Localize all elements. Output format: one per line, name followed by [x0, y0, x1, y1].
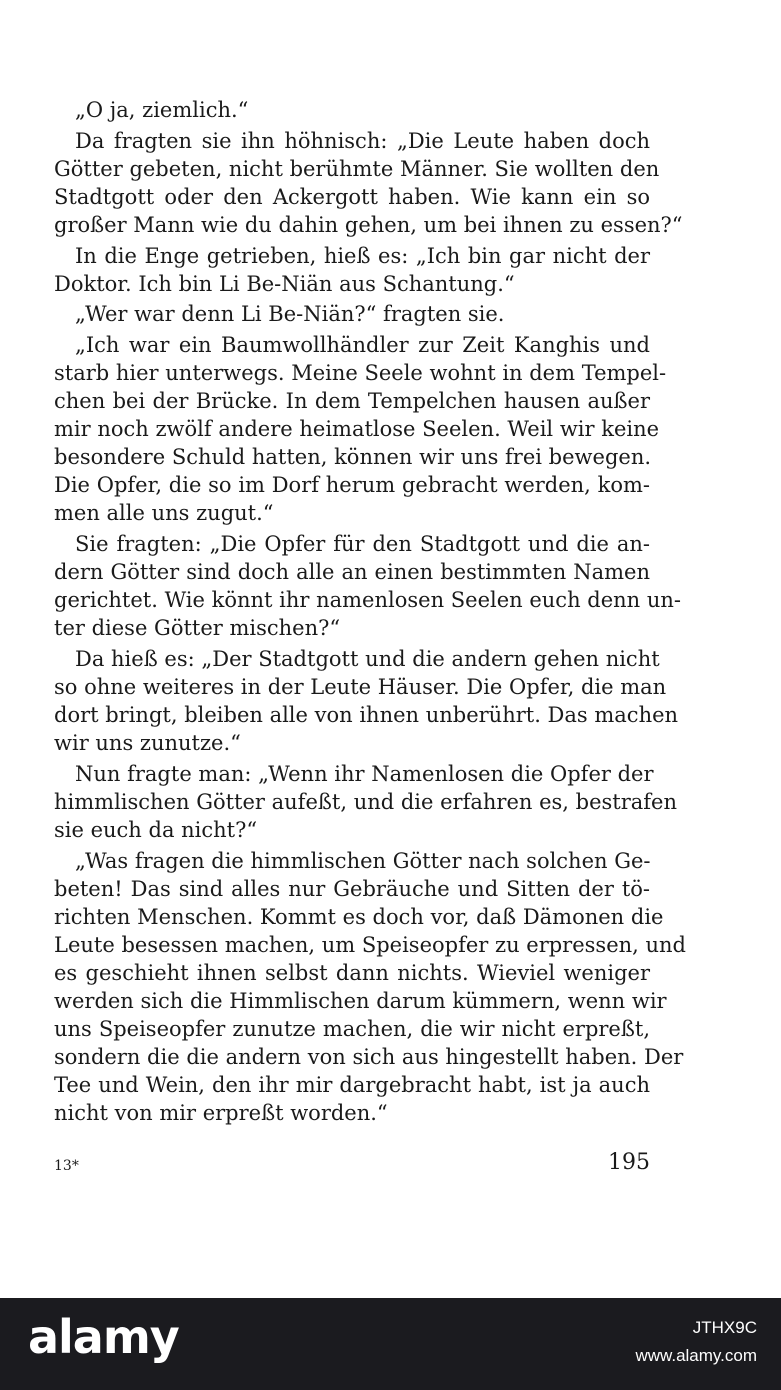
text-line: mir noch zwölf andere heimatlose Seelen. Weil wir keine	[54, 417, 660, 441]
text-line: sie euch da nicht?“	[54, 818, 258, 842]
text-line: uns Speiseopfer zunutze machen, die wir nicht erpreßt,	[54, 1017, 650, 1041]
site-url: www.alamy.com	[635, 1346, 757, 1365]
text-line: es geschieht ihnen selbst dann nichts. Wieviel weniger	[54, 961, 650, 985]
text-line: richten Menschen. Kommt es doch vor, daß Dämonen die	[54, 905, 664, 929]
text-line: himmlischen Götter aufeßt, und die erfahren es, bestrafen	[54, 790, 677, 814]
page-number: 195	[608, 1150, 650, 1175]
signature-mark: 13*	[54, 1158, 79, 1174]
alamy-logo: alamy	[28, 1310, 179, 1364]
text-line: dern Götter sind doch alle an einen bestimmten Namen	[54, 560, 650, 584]
text-line: ter diese Götter mischen?“	[54, 616, 341, 640]
text-line: so ohne weiteres in der Leute Häuser. Die Opfer, die man	[54, 675, 667, 699]
text-line: starb hier unterwegs. Meine Seele wohnt in dem Tempel-	[54, 361, 667, 385]
text-line: Da hieß es: „Der Stadtgott und die andern gehen nicht	[75, 647, 660, 671]
text-line: großer Mann wie du dahin gehen, um bei ihnen zu essen?“	[54, 213, 683, 237]
text-line: wir uns zunutze.“	[54, 731, 241, 755]
text-line: Leute besessen machen, um Speiseopfer zu erpressen, und	[54, 933, 686, 957]
text-line: „Ich war ein Baumwollhändler zur Zeit Kanghis und	[75, 333, 650, 357]
image-id: JTHX9C	[692, 1318, 757, 1337]
text-line: besondere Schuld hatten, können wir uns frei bewegen.	[54, 445, 652, 469]
text-line: Da fragten sie ihn höhnisch: „Die Leute haben doch	[75, 129, 650, 153]
text-line: Stadtgott oder den Ackergott haben. Wie kann ein so	[54, 185, 650, 209]
text-line: In die Enge getrieben, hieß es: „Ich bin gar nicht der	[75, 244, 650, 268]
text-line: Götter gebeten, nicht berühmte Männer. Sie wollten den	[54, 157, 660, 181]
text-line: gerichtet. Wie könnt ihr namenlosen Seelen euch denn un-	[54, 588, 682, 612]
text-line: Nun fragte man: „Wenn ihr Namenlosen die Opfer der	[75, 762, 654, 786]
text-line: Die Opfer, die so im Dorf herum gebracht werden, kom-	[54, 473, 650, 497]
text-line: chen bei der Brücke. In dem Tempelchen hausen außer	[54, 389, 650, 413]
text-line: nicht von mir erpreßt worden.“	[54, 1101, 388, 1125]
text-line: „O ja, ziemlich.“	[75, 98, 249, 122]
text-line: Doktor. Ich bin Li Be-Niän aus Schantung.“	[54, 272, 515, 296]
text-line: dort bringt, bleiben alle von ihnen unberührt. Das machen	[54, 703, 679, 727]
text-line: werden sich die Himmlischen darum kümmern, wenn wir	[54, 989, 667, 1013]
text-line: „Was fragen die himmlischen Götter nach solchen Ge-	[75, 849, 651, 873]
text-line: men alle uns zugut.“	[54, 501, 274, 525]
watermark-banner	[0, 1298, 781, 1390]
text-line: beten! Das sind alles nur Gebräuche und Sitten der tö-	[54, 877, 650, 901]
text-line: Tee und Wein, den ihr mir dargebracht habt, ist ja auch	[54, 1073, 650, 1097]
text-line: Sie fragten: „Die Opfer für den Stadtgott und die an-	[75, 532, 650, 556]
text-line: sondern die die andern von sich aus hingestellt haben. Der	[54, 1045, 684, 1069]
text-line: „Wer war denn Li Be-Niän?“ fragten sie.	[75, 302, 505, 326]
